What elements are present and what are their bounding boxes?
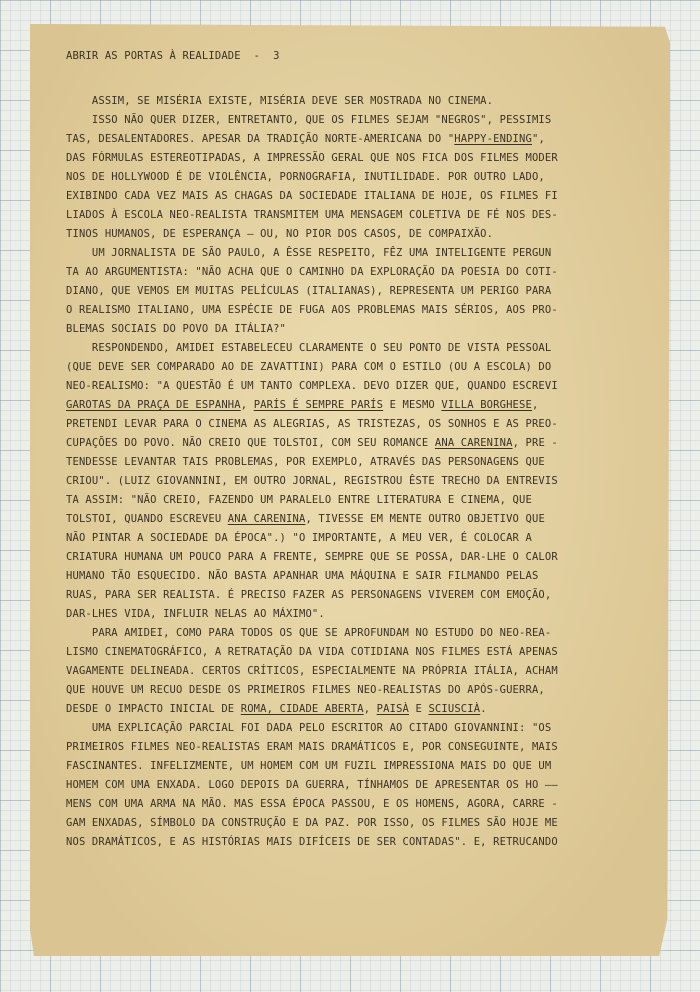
- underlined-title: ANA CARENINA: [434, 437, 513, 449]
- text-line: RUAS, PARA SER REALISTA. É PRECISO FAZER AS PERSONAGENS VIVEREM COM EMOÇÃO,: [66, 589, 552, 601]
- text-line: (QUE DEVE SER COMPARADO AO DE ZAVATTINI) PARA COM O ESTILO (OU A ESCOLA) DO: [66, 361, 552, 373]
- text-line: TOLSTOI, QUANDO ESCREVEU ANA CARENINA, TIVESSE EM MENTE OUTRO OBJETIVO QUE: [66, 513, 545, 525]
- text-line: CRIOU". (LUIZ GIOVANNINI, EM OUTRO JORNAL, REGISTROU ÊSTE TRECHO DA ENTREVIS: [66, 475, 558, 487]
- text-line: RESPONDENDO, AMIDEI ESTABELECEU CLARAMENTE O SEU PONTO DE VISTA PESSOAL: [66, 342, 552, 354]
- text-line: GAROTAS DA PRAÇA DE ESPANHA, PARÍS É SEMPRE PARÍS E MESMO VILLA BORGHESE,: [66, 399, 539, 411]
- document-body: [66, 92, 640, 852]
- underlined-title: GAROTAS DA PRAÇA DE ESPANHA: [66, 399, 241, 411]
- text-line: O REALISMO ITALIANO, UMA ESPÉCIE DE FUGA AOS PROBLEMAS MAIS SÉRIOS, AOS PRO-: [66, 304, 558, 316]
- underlined-title: PARÍS É SEMPRE PARÍS: [253, 399, 384, 411]
- text-line: UMA EXPLICAÇÃO PARCIAL FOI DADA PELO ESCRITOR AO CITADO GIOVANNINI: "OS: [66, 722, 552, 734]
- underlined-title: PAISÀ: [376, 703, 410, 715]
- text-line: CUPAÇÕES DO POVO. NÃO CREIO QUE TOLSTOI, COM SEU ROMANCE ANA CARENINA, PRE -: [66, 437, 558, 449]
- text-line: ISSO NÃO QUER DIZER, ENTRETANTO, QUE OS FILMES SEJAM "NEGROS", PESSIMIS: [66, 114, 552, 126]
- text-line: NOS DRAMÁTICOS, E AS HISTÓRIAS MAIS DIFÍCEIS DE SER CONTADAS". E, RETRUCANDO: [66, 836, 558, 848]
- typed-document: [66, 46, 640, 852]
- text-line: MENS COM UMA ARMA NA MÃO. MAS ESSA ÉPOCA PASSOU, E OS HOMENS, AGORA, CARRE -: [66, 798, 558, 810]
- underlined-title: ROMA, CIDADE ABERTA: [240, 703, 364, 715]
- underlined-title: ANA CARENINA: [227, 513, 306, 525]
- text-line: HOMEM COM UMA ENXADA. LOGO DEPOIS DA GUERRA, TÍNHAMOS DE APRESENTAR OS HO ——: [66, 779, 558, 791]
- text-line: NEO-REALISMO: "A QUESTÃO É UM TANTO COMPLEXA. DEVO DIZER QUE, QUANDO ESCREVI: [66, 380, 558, 392]
- underlined-title: SCIUSCIÀ: [428, 703, 481, 715]
- text-line: GAM ENXADAS, SÍMBOLO DA CONSTRUÇÃO E DA PAZ. POR ISSO, OS FILMES SÃO HOJE ME: [66, 817, 558, 829]
- text-line: TA ASSIM: "NÃO CREIO, FAZENDO UM PARALELO ENTRE LITERATURA E CINEMA, QUE: [66, 494, 532, 506]
- text-line: LISMO CINEMATOGRÁFICO, A RETRATAÇÃO DA VIDA COTIDIANA NOS FILMES ESTÁ APENAS: [66, 646, 558, 658]
- text-line: DESDE O IMPACTO INICIAL DE ROMA, CIDADE ABERTA, PAISÀ E SCIUSCIÀ.: [66, 703, 487, 715]
- text-line: DAS FÓRMULAS ESTEREOTIPADAS, A IMPRESSÃO GERAL QUE NOS FICA DOS FILMES MODER: [66, 152, 558, 164]
- text-line: NÃO PINTAR A SOCIEDADE DA ÉPOCA".) "O IMPORTANTE, A MEU VER, É COLOCAR A: [66, 532, 532, 544]
- page-header: ABRIR AS PORTAS À REALIDADE - 3: [66, 50, 280, 62]
- text-line: HUMANO TÃO ESQUECIDO. NÃO BASTA APANHAR UMA MÁQUINA E SAIR FILMANDO PELAS: [66, 570, 539, 582]
- underlined-title: VILLA BORGHESE: [441, 399, 532, 411]
- text-line: DAR-LHES VIDA, INFLUIR NELAS AO MÁXIMO".: [66, 608, 325, 620]
- text-line: TENDESSE LEVANTAR TAIS PROBLEMAS, POR EXEMPLO, ATRAVÉS DAS PERSONAGENS QUE: [66, 456, 545, 468]
- text-line: TAS, DESALENTADORES. APESAR DA TRADIÇÃO NORTE-AMERICANA DO "HAPPY-ENDING",: [66, 133, 545, 145]
- text-line: NOS DE HOLLYWOOD É DE VIOLÊNCIA, PORNOGRAFIA, INUTILIDADE. POR OUTRO LADO,: [66, 171, 545, 183]
- text-line: EXIBINDO CADA VEZ MAIS AS CHAGAS DA SOCIEDADE ITALIANA DE HOJE, OS FILMES FI: [66, 190, 558, 202]
- text-line: UM JORNALISTA DE SÃO PAULO, A ÊSSE RESPEITO, FÊZ UMA INTELIGENTE PERGUN: [66, 247, 552, 259]
- text-line: ASSIM, SE MISÉRIA EXISTE, MISÉRIA DEVE SER MOSTRADA NO CINEMA.: [66, 95, 494, 107]
- text-line: PRETENDI LEVAR PARA O CINEMA AS ALEGRIAS, AS TRISTEZAS, OS SONHOS E AS PREO-: [66, 418, 558, 430]
- text-line: CRIATURA HUMANA UM POUCO PARA A FRENTE, SEMPRE QUE SE POSSA, DAR-LHE O CALOR: [66, 551, 558, 563]
- text-line: VAGAMENTE DELINEADA. CERTOS CRÍTICOS, ESPECIALMENTE NA PRÓPRIA ITÁLIA, ACHAM: [66, 665, 558, 677]
- text-line: PARA AMIDEI, COMO PARA TODOS OS QUE SE APROFUNDAM NO ESTUDO DO NEO-REA-: [66, 627, 552, 639]
- text-line: DIANO, QUE VEMOS EM MUITAS PELÍCULAS (ITALIANAS), REPRESENTA UM PERIGO PARA: [66, 285, 552, 297]
- text-line: BLEMAS SOCIAIS DO POVO DA ITÁLIA?": [66, 323, 287, 335]
- underlined-title: HAPPY-ENDING: [454, 133, 532, 145]
- text-line: TA AO ARGUMENTISTA: "NÃO ACHA QUE O CAMINHO DA EXPLORAÇÃO DA POESIA DO COTI-: [66, 266, 558, 278]
- text-line: TINOS HUMANOS, DE ESPERANÇA — OU, NO PIOR DOS CASOS, DE COMPAIXÃO.: [66, 228, 494, 240]
- text-line: FASCINANTES. INFELIZMENTE, UM HOMEM COM UM FUZIL IMPRESSIONA MAIS DO QUE UM: [66, 760, 552, 772]
- text-line: LIADOS À ESCOLA NEO-REALISTA TRANSMITEM UMA MENSAGEM COLETIVA DE FÉ NOS DES-: [66, 209, 558, 221]
- text-line: QUE HOUVE UM RECUO DESDE OS PRIMEIROS FILMES NEO-REALISTAS DO APÓS-GUERRA,: [66, 684, 545, 696]
- text-line: PRIMEIROS FILMES NEO-REALISTAS ERAM MAIS DRAMÁTICOS E, POR CONSEGUINTE, MAIS: [66, 741, 558, 753]
